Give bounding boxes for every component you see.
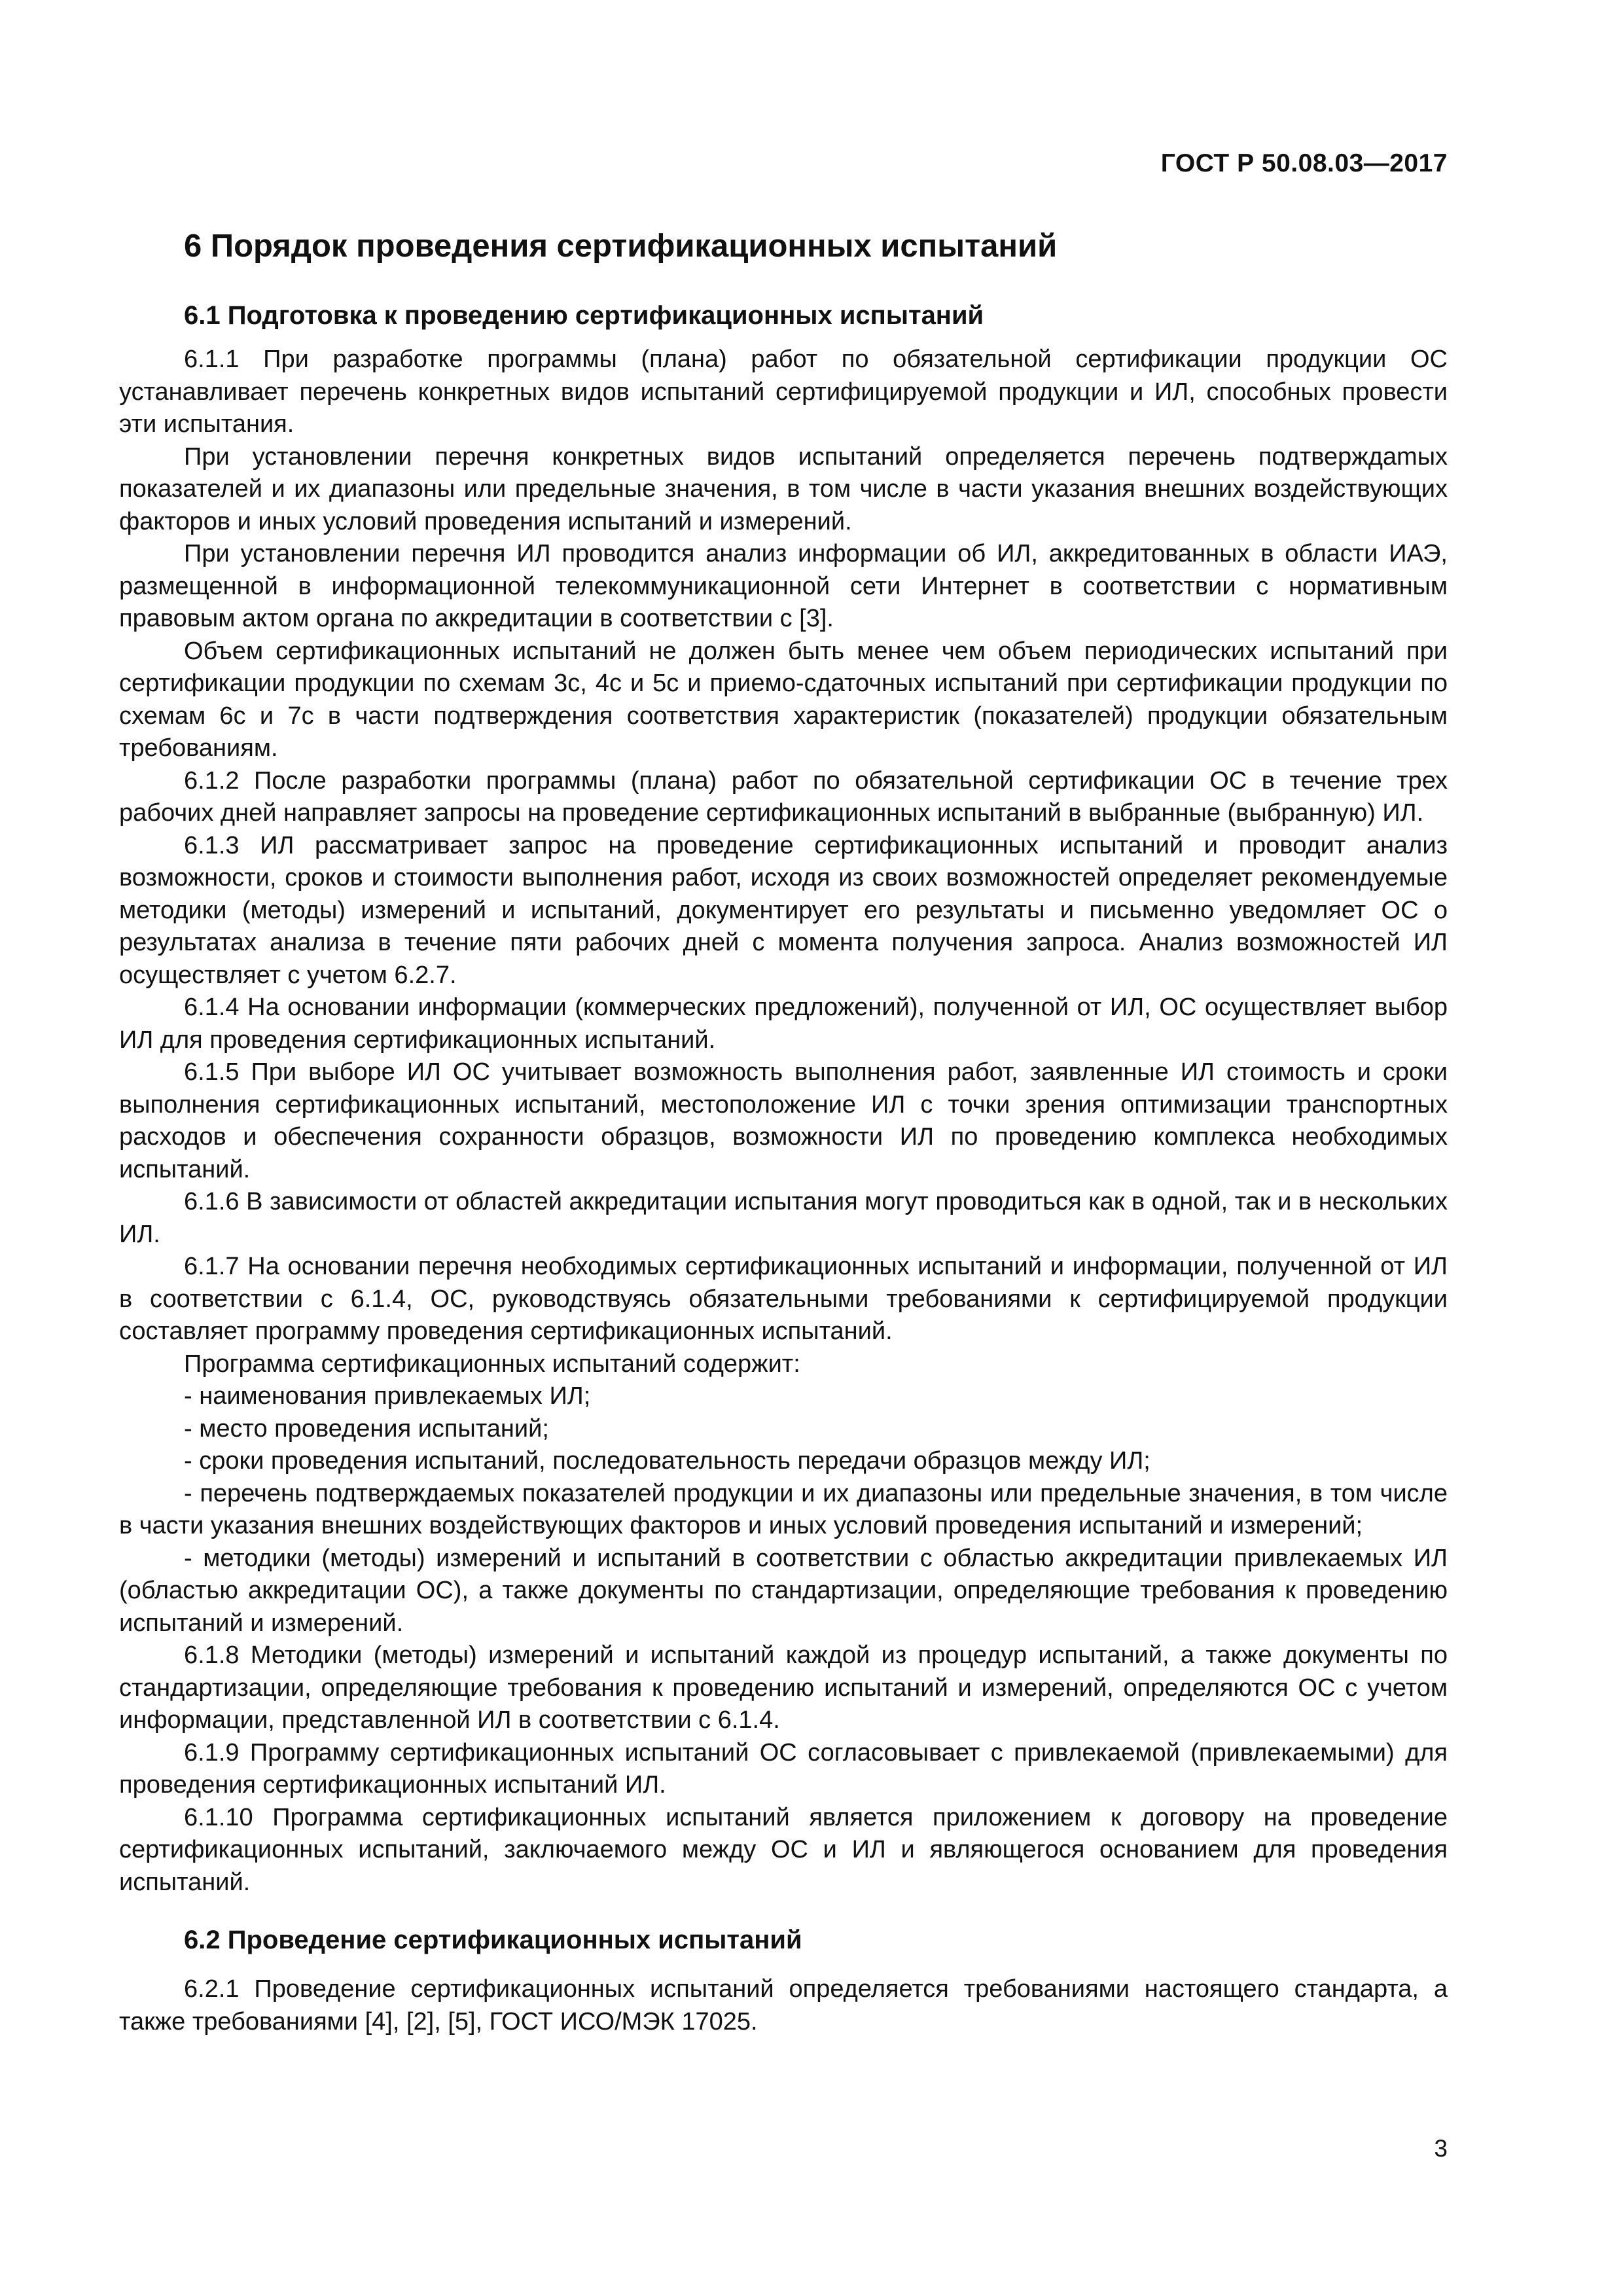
subsection-title-6-2: 6.2 Проведение сертификационных испытаний [184, 1926, 802, 1954]
paragraph-6-1-3: 6.1.3 ИЛ рассматривает запрос на проведение сертификационных испытаний и проводит анализ возможности, сроков и стоимости выполнения работ, исходя из своих возможностей определяет рекомендуемые методики (методы) измерений и испытаний, документирует его результаты и письменно уведомляет ОС о результатах анализа в течение пяти рабочих дней с момента получения запроса. Анализ возможностей ИЛ осуществляет с учетом 6.2.7. [119, 831, 1448, 989]
paragraph-6-1-4: 6.1.4 На основании информации (коммерческих предложений), полученной от ИЛ, ОС осуществляет выбор ИЛ для проведения сертификационных испытаний. [119, 994, 1448, 1054]
paragraph-6-2-1: 6.2.1 Проведение сертификационных испытаний определяется требованиями настоящего стандарта, а также требованиями [4], [2], [5], ГОСТ ИСО/МЭК 17025. [119, 1975, 1448, 2036]
paragraph-6-1-2: 6.1.2 После разработки программы (плана) работ по обязательной сертификации ОС в течение трех рабочих дней направляет запросы на проведение сертификационных испытаний в выбранные (выбранную) ИЛ. [119, 766, 1448, 827]
paragraph-6-1-6: 6.1.6 В зависимости от областей аккредитации испытания могут проводиться как в одной, так и в нескольких ИЛ. [119, 1188, 1448, 1248]
paragraph-6-1-8: 6.1.8 Методики (методы) измерений и испытаний каждой из процедур испытаний, а также документы по стандартизации, определяющие требования к проведению испытаний и измерений, определяются ОС с учетом информации, представленной ИЛ в соответствии с 6.1.4. [119, 1641, 1448, 1734]
paragraph-indicators-list: При установлении перечня конкретных видов испытаний определяется перечень подтверждаmых показателей и их диапазоны или предельные значения, в том числе в части указания внешних воздействующих факторов и иных условий проведения испытаний и измерений. [119, 442, 1448, 535]
paragraph-program-contents: Программа сертификационных испытаний содержит: [184, 1350, 800, 1378]
paragraph-6-1-10: 6.1.10 Программа сертификационных испытаний является приложением к договору на проведение сертификационных испытаний, заключаемого между ОС и ИЛ и являющегося основанием для проведения испытаний. [119, 1803, 1448, 1896]
list-item-test-location: - место проведения испытаний; [184, 1414, 549, 1443]
paragraph-6-1-1: 6.1.1 При разработке программы (плана) работ по обязательной сертификации продукции ОС устанавливает перечень конкретных видов испытаний сертифицируемой продукции и ИЛ, способных провести эти испытания. [119, 346, 1448, 438]
list-item-indicators: - перечень подтверждаемых показателей продукции и их диапазоны или предельные значения, в том числе в части указания внешних воздействующих факторов и иных условий проведения испытаний и измерений; [119, 1479, 1448, 1539]
paragraph-6-1-9: 6.1.9 Программу сертификационных испытаний ОС согласовывает с привлекаемой (привлекаемыми) для проведения сертификационных испытаний ИЛ. [119, 1738, 1448, 1799]
page-number: 3 [1434, 2135, 1448, 2162]
subsection-title-6-1: 6.1 Подготовка к проведению сертификационных испытаний [184, 301, 984, 330]
paragraph-lab-list-analysis: При установлении перечня ИЛ проводится анализ информации об ИЛ, аккредитованных в области ИАЭ, размещенной в информационной телекоммуникационной сети Интернет в соответствии с нормативным правовым актом органа по аккредитации в соответствии с [3]. [119, 540, 1448, 632]
paragraph-test-scope: Объем сертификационных испытаний не должен быть менее чем объем периодических испытаний при сертификации продукции по схемам 3с, 4с и 5с и приемо-сдаточных испытаний при сертификации продукции по схемам 6с и 7с в части подтверждения соответствия характеристик (показателей) продукции обязательным требованиям. [119, 637, 1448, 762]
list-item-test-timing: - сроки проведения испытаний, последовательность передачи образцов между ИЛ; [184, 1447, 1150, 1475]
paragraph-6-1-7: 6.1.7 На основании перечня необходимых сертификационных испытаний и информации, полученной от ИЛ в соответствии с 6.1.4, ОС, руководствуясь обязательными требованиями к сертифицируемой продукции составляет программу проведения сертификационных испытаний. [119, 1253, 1448, 1345]
list-item-methods: - методики (методы) измерений и испытаний в соответствии с областью аккредитации привлекаемых ИЛ (областью аккредитации ОС), а также документы по стандартизации, определяющие требования к проведению испытаний и измерений. [119, 1544, 1448, 1637]
page-content [119, 226, 1448, 2038]
section-title: 6 Порядок проведения сертификационных испытаний [184, 228, 1058, 264]
list-item-lab-names: - наименования привлекаемых ИЛ; [184, 1382, 591, 1410]
document-code: ГОСТ Р 50.08.03—2017 [1160, 149, 1448, 177]
paragraph-6-1-5: 6.1.5 При выборе ИЛ ОС учитывает возможность выполнения работ, заявленные ИЛ стоимость и сроки выполнения сертификационных испытаний, местоположение ИЛ с точки зрения оптимизации транспортных расходов и обеспечения сохранности образцов, возможности ИЛ по проведению комплекса необходимых испытаний. [119, 1058, 1448, 1183]
